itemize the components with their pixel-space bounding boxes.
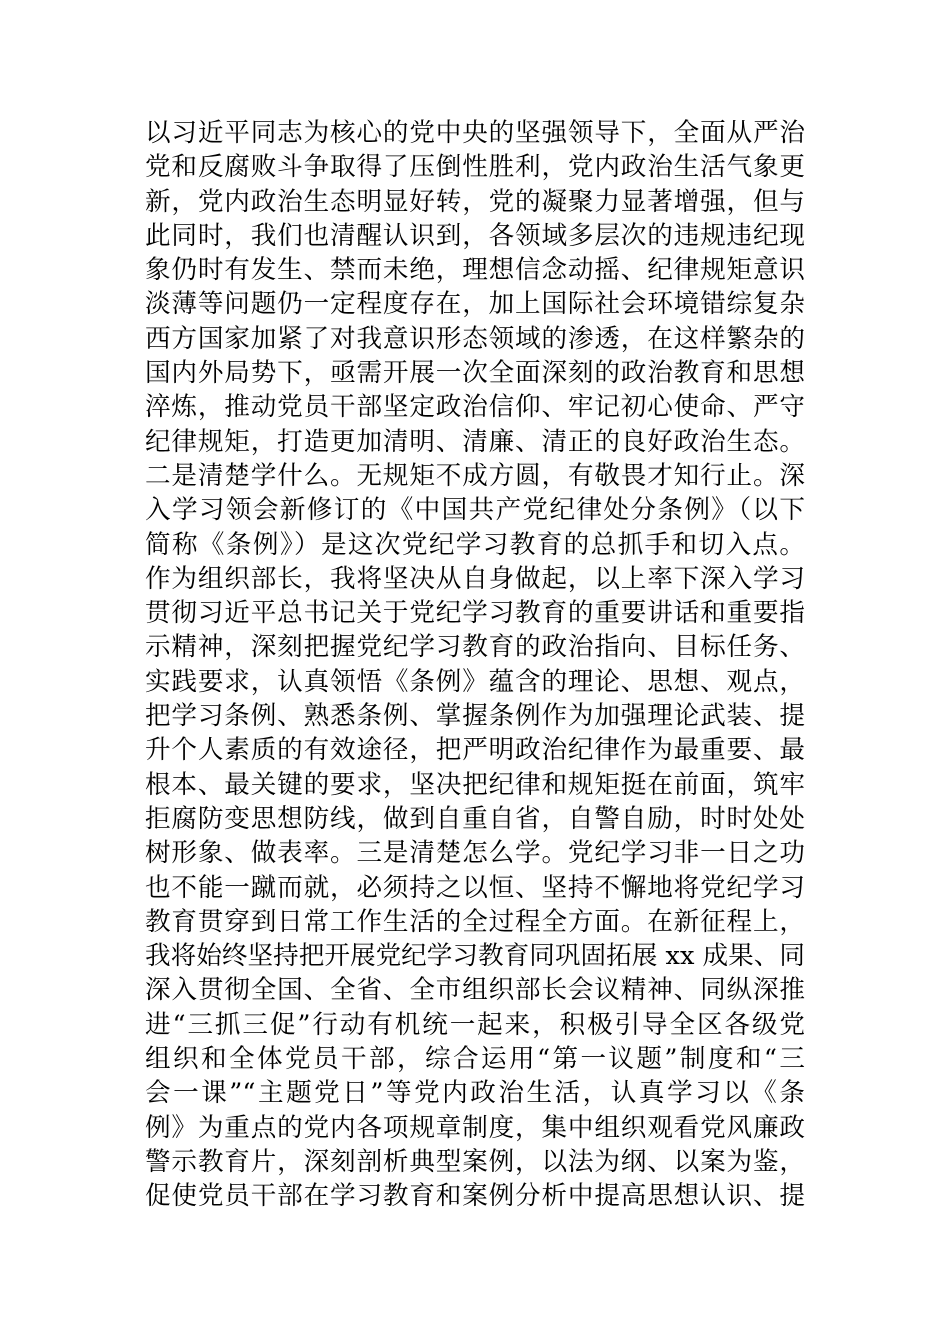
text-line: 淬炼，推动党员干部坚定政治信仰、牢记初心使命、严守 [145,392,805,423]
text-line: 示精神，深刻把握党纪学习教育的政治指向、目标任务、 [145,632,805,663]
text-line: 新，党内政治生态明显好转，党的凝聚力显著增强，但与 [145,186,805,217]
body-text [145,116,805,1214]
text-line: 二是清楚学什么。无规矩不成方圆，有敬畏才知行止。深 [145,460,805,491]
text-line: 组织和全体党员干部，综合运用“第一议题”制度和“三 [145,1044,805,1075]
text-line: 简称《条例》）是这次党纪学习教育的总抓手和切入点。 [145,529,805,560]
text-line: 作为组织部长，我将坚决从自身做起，以上率下深入学习 [145,563,805,594]
text-line: 淡薄等问题仍一定程度存在，加上国际社会环境错综复杂 [145,289,805,320]
text-line: 拒腐防变思想防线，做到自重自省，自警自励，时时处处 [145,803,805,834]
text-line: 例》为重点的党内各项规章制度，集中组织观看党风廉政 [145,1112,805,1143]
text-line: 也不能一蹴而就，必须持之以恒、坚持不懈地将党纪学习 [145,872,805,903]
text-line: 象仍时有发生、禁而未绝，理想信念动摇、纪律规矩意识 [145,255,805,286]
text-line: 我将始终坚持把开展党纪学习教育同巩固拓展 xx 成果、同 [145,941,805,972]
text-line: 根本、最关键的要求，坚决把纪律和规矩挺在前面，筑牢 [145,769,805,800]
text-line: 贯彻习近平总书记关于党纪学习教育的重要讲话和重要指 [145,598,805,629]
text-line: 促使党员干部在学习教育和案例分析中提高思想认识、提 [145,1181,805,1212]
text-line: 以习近平同志为核心的党中央的坚强领导下，全面从严治 [145,118,805,148]
text-line: 此同时，我们也清醒认识到，各领域多层次的违规违纪现 [145,220,805,251]
text-line: 入学习领会新修订的《中国共产党纪律处分条例》（以下 [145,495,805,526]
text-line: 树形象、做表率。三是清楚怎么学。党纪学习非一日之功 [145,838,805,869]
text-line: 国内外局势下，亟需开展一次全面深刻的政治教育和思想 [145,358,805,389]
text-line: 进“三抓三促”行动有机统一起来，积极引导全区各级党 [145,1009,805,1040]
text-line: 会一课”“主题党日”等党内政治生活，认真学习以《条 [145,1078,805,1109]
text-line: 西方国家加紧了对我意识形态领域的渗透，在这样繁杂的 [145,323,805,354]
text-line: 纪律规矩，打造更加清明、清廉、清正的良好政治生态。 [145,426,805,457]
text-line: 教育贯穿到日常工作生活的全过程全方面。在新征程上， [145,906,805,937]
text-line: 深入贯彻全国、全省、全市组织部长会议精神、同纵深推 [145,975,805,1006]
text-line: 实践要求，认真领悟《条例》蕴含的理论、思想、观点， [145,666,805,697]
text-line: 党和反腐败斗争取得了压倒性胜利，党内政治生活气象更 [145,152,805,183]
text-line: 把学习条例、熟悉条例、掌握条例作为加强理论武装、提 [145,701,805,732]
text-line: 警示教育片，深刻剖析典型案例，以法为纲、以案为鉴， [145,1146,805,1177]
text-line: 升个人素质的有效途径，把严明政治纪律作为最重要、最 [145,735,805,766]
